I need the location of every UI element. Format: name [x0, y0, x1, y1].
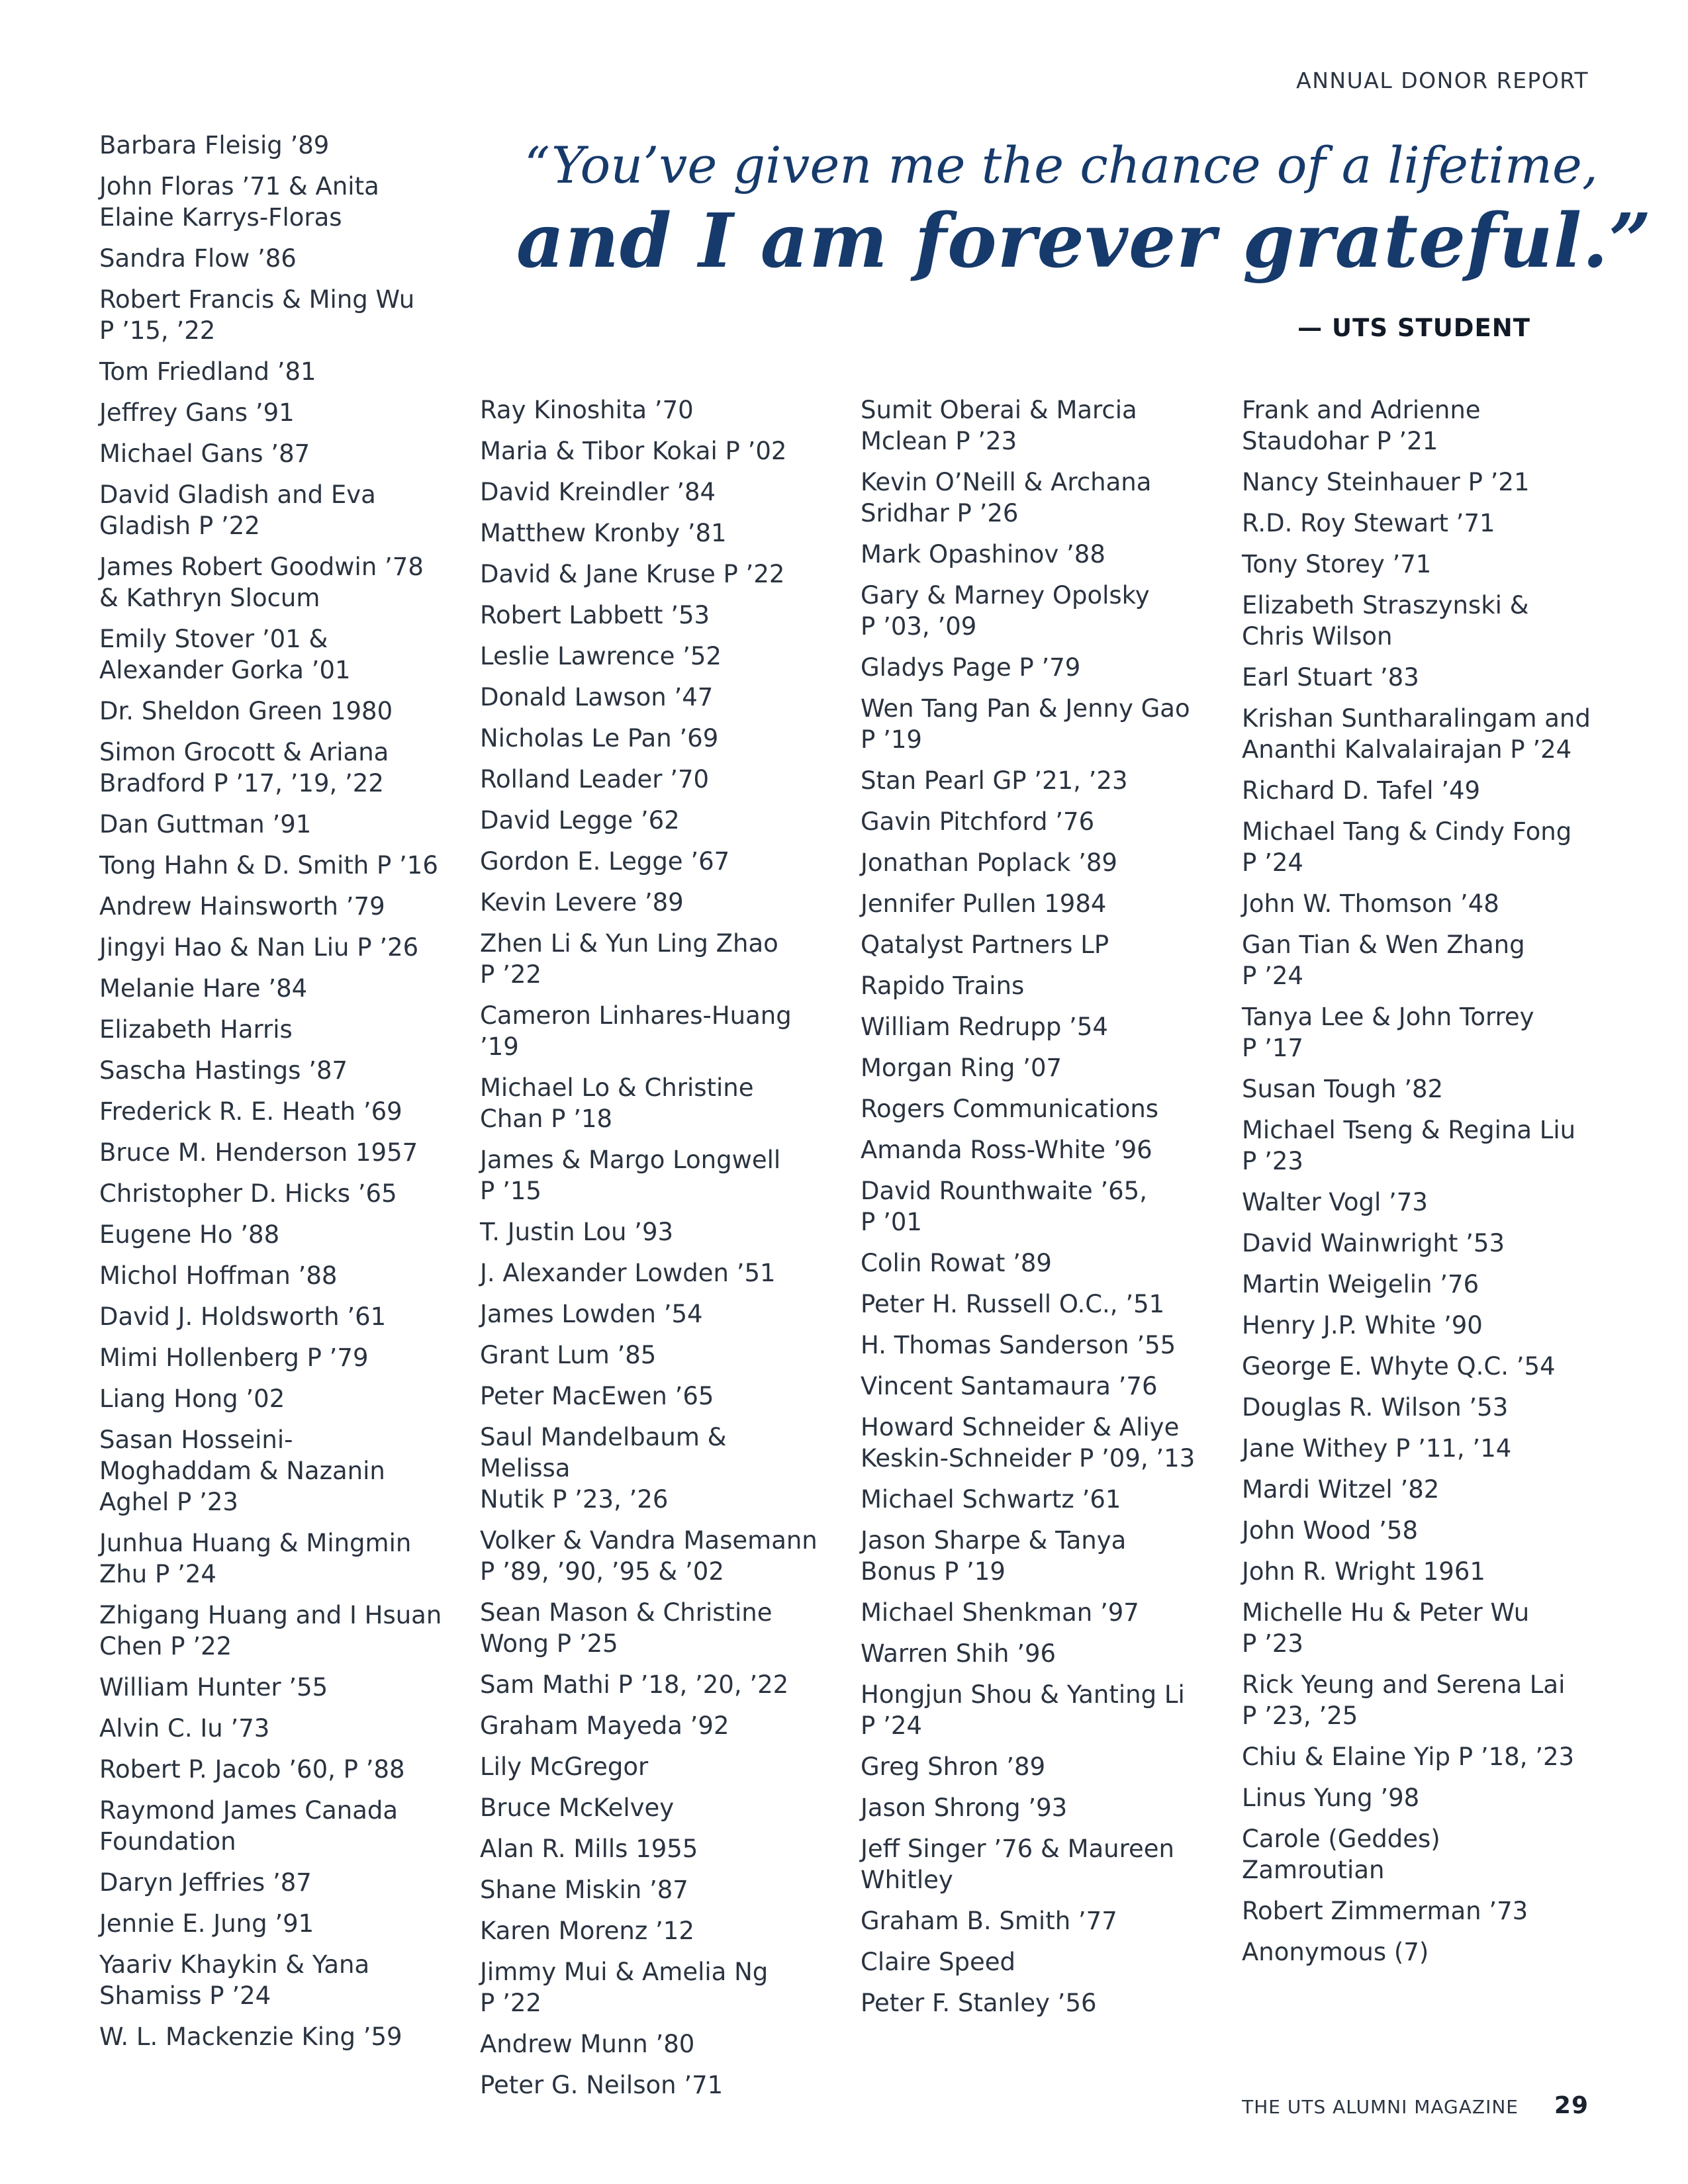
donor-entry: David J. Holdsworth ’61 — [99, 1302, 387, 1331]
donor-entry: Qatalyst Partners LP — [861, 931, 1109, 959]
donor-entry: Elizabeth Straszynski & Chris Wilson — [1242, 591, 1529, 651]
donor-entry: Wen Tang Pan & Jenny Gao P ’19 — [861, 694, 1190, 754]
donor-entry: Jimmy Mui & Amelia Ng P ’22 — [480, 1958, 769, 2017]
donor-entry: William Hunter ’55 — [99, 1673, 328, 1702]
donor-entry: John R. Wright 1961 — [1242, 1557, 1485, 1586]
donor-entry: Zhigang Huang and I Hsuan Chen P ’22 — [99, 1601, 442, 1661]
donor-entry: Krishan Suntharalingam and Ananthi Kalvalairajan P ’24 — [1242, 704, 1591, 764]
donor-entry: Sandra Flow ’86 — [99, 244, 297, 273]
donor-entry: Chiu & Elaine Yip P ’18, ’23 — [1242, 1743, 1575, 1771]
donor-entry: Jennie E. Jung ’91 — [99, 1909, 314, 1938]
donor-entry: Lily McGregor — [480, 1752, 649, 1781]
donor-entry: Michael Schwartz ’61 — [861, 1485, 1121, 1514]
donor-entry: Ray Kinoshita ’70 — [480, 396, 694, 424]
donor-entry: Grant Lum ’85 — [480, 1341, 657, 1369]
donor-entry: Michol Hoffman ’88 — [99, 1261, 338, 1290]
donor-entry: Dr. Sheldon Green 1980 — [99, 697, 393, 725]
donor-entry: Andrew Hainsworth ’79 — [99, 892, 385, 921]
donor-entry: Yaariv Khaykin & Yana Shamiss P ’24 — [99, 1950, 370, 2010]
donor-entry: Earl Stuart ’83 — [1242, 663, 1419, 692]
donor-entry: Gavin Pitchford ’76 — [861, 807, 1095, 836]
donor-entry: Jason Shrong ’93 — [861, 1794, 1068, 1822]
donor-entry: R.D. Roy Stewart ’71 — [1242, 509, 1495, 537]
running-header: ANNUAL DONOR REPORT — [1296, 68, 1589, 93]
donor-entry: W. L. Mackenzie King ’59 — [99, 2023, 402, 2051]
pull-quote — [516, 132, 1652, 285]
donor-column-3 — [861, 394, 1205, 2028]
donor-entry: Michael Lo & Christine Chan P ’18 — [480, 1073, 754, 1133]
donor-entry: Douglas R. Wilson ’53 — [1242, 1393, 1509, 1422]
donor-entry: Emily Stover ’01 & Alexander Gorka ’01 — [99, 625, 351, 684]
donor-entry: Jason Sharpe & Tanya Bonus P ’19 — [861, 1526, 1127, 1586]
donor-entry: David Kreindler ’84 — [480, 478, 716, 506]
donor-entry: Robert Labbett ’53 — [480, 601, 710, 629]
donor-entry: Bruce M. Henderson 1957 — [99, 1138, 418, 1167]
donor-entry: John Wood ’58 — [1242, 1516, 1418, 1545]
donor-entry: John W. Thomson ’48 — [1242, 889, 1499, 918]
pull-quote-line-2: and I am forever grateful.” — [516, 198, 1652, 285]
donor-entry: Claire Speed — [861, 1948, 1015, 1976]
donor-entry: Michael Tseng & Regina Liu P ’23 — [1242, 1116, 1576, 1175]
page-number: 29 — [1554, 2092, 1589, 2119]
donor-entry: Melanie Hare ’84 — [99, 974, 308, 1003]
donor-entry: Gladys Page P ’79 — [861, 653, 1081, 682]
donor-entry: James Lowden ’54 — [480, 1300, 703, 1328]
donor-entry: Linus Yung ’98 — [1242, 1784, 1420, 1812]
donor-entry: Shane Miskin ’87 — [480, 1876, 688, 1904]
donor-entry: David Legge ’62 — [480, 806, 680, 835]
donor-entry: Bruce McKelvey — [480, 1794, 675, 1822]
donor-column-4 — [1242, 394, 1599, 1978]
donor-entry: Graham Mayeda ’92 — [480, 1711, 729, 1740]
donor-entry: Leslie Lawrence ’52 — [480, 642, 722, 670]
donor-entry: Robert Francis & Ming Wu P ’15, ’22 — [99, 285, 415, 345]
donor-entry: Frank and Adrienne Staudohar P ’21 — [1242, 396, 1481, 455]
donor-entry: David & Jane Kruse P ’22 — [480, 560, 785, 588]
donor-entry: Matthew Kronby ’81 — [480, 519, 727, 547]
donor-entry: David Rounthwaite ’65, P ’01 — [861, 1177, 1147, 1236]
donor-entry: Jeff Singer ’76 & Maureen Whitley — [861, 1835, 1175, 1894]
donor-entry: Elizabeth Harris — [99, 1015, 293, 1044]
donor-entry: Alan R. Mills 1955 — [480, 1835, 698, 1863]
donor-entry: Carole (Geddes) Zamroutian — [1242, 1825, 1440, 1884]
donor-entry: Gary & Marney Opolsky P ’03, ’09 — [861, 581, 1150, 641]
donor-entry: Graham B. Smith ’77 — [861, 1907, 1117, 1935]
donor-entry: David Gladish and Eva Gladish P ’22 — [99, 480, 376, 540]
donor-entry: Jeffrey Gans ’91 — [99, 398, 295, 427]
donor-entry: Robert Zimmerman ’73 — [1242, 1897, 1528, 1925]
donor-entry: Dan Guttman ’91 — [99, 810, 312, 839]
donor-entry: Karen Morenz ’12 — [480, 1917, 694, 1945]
donor-entry: Martin Weigelin ’76 — [1242, 1270, 1479, 1298]
donor-entry: Hongjun Shou & Yanting Li P ’24 — [861, 1680, 1185, 1740]
donor-entry: Barbara Fleisig ’89 — [99, 131, 330, 159]
donor-entry: Donald Lawson ’47 — [480, 683, 714, 711]
donor-entry: Cameron Linhares-Huang ’19 — [480, 1001, 792, 1061]
donor-entry: Warren Shih ’96 — [861, 1639, 1056, 1668]
donor-entry: Tom Friedland ’81 — [99, 357, 316, 386]
donor-entry: Simon Grocott & Ariana Bradford P ’17, ’19, ’22 — [99, 738, 389, 797]
donor-entry: Rick Yeung and Serena Lai P ’23, ’25 — [1242, 1670, 1566, 1730]
donor-entry: Jennifer Pullen 1984 — [861, 889, 1107, 918]
magazine-name: THE UTS ALUMNI MAGAZINE — [1242, 2096, 1519, 2118]
donor-entry: Susan Tough ’82 — [1242, 1075, 1444, 1103]
donor-entry: Colin Rowat ’89 — [861, 1249, 1052, 1277]
donor-entry: Maria & Tibor Kokai P ’02 — [480, 437, 787, 465]
donor-entry: Peter G. Neilson ’71 — [480, 2071, 724, 2099]
donor-entry: Tony Storey ’71 — [1242, 550, 1432, 578]
donor-entry: Jonathan Poplack ’89 — [861, 848, 1117, 877]
donor-entry: Morgan Ring ’07 — [861, 1054, 1062, 1082]
donor-entry: Gan Tian & Wen Zhang P ’24 — [1242, 931, 1525, 990]
donor-entry: Greg Shron ’89 — [861, 1752, 1046, 1781]
donor-entry: Rapido Trains — [861, 972, 1025, 1000]
donor-entry: Gordon E. Legge ’67 — [480, 847, 730, 876]
donor-entry: Christopher D. Hicks ’65 — [99, 1179, 397, 1208]
donor-entry: Richard D. Tafel ’49 — [1242, 776, 1481, 805]
donor-entry: Peter F. Stanley ’56 — [861, 1989, 1097, 2017]
donor-entry: Michael Gans ’87 — [99, 439, 310, 468]
donor-entry: James Robert Goodwin ’78 & Kathryn Slocum — [99, 553, 424, 612]
donor-entry: Sam Mathi P ’18, ’20, ’22 — [480, 1670, 789, 1699]
donor-entry: Kevin Levere ’89 — [480, 888, 684, 917]
donor-entry: Frederick R. E. Heath ’69 — [99, 1097, 402, 1126]
donor-entry: Tong Hahn & D. Smith P ’16 — [99, 851, 438, 880]
donor-entry: Robert P. Jacob ’60, P ’88 — [99, 1755, 405, 1784]
donor-entry: Saul Mandelbaum & Melissa Nutik P ’23, ’26 — [480, 1423, 727, 1514]
donor-entry: Howard Schneider & Aliye Keskin-Schneider P ’09, ’13 — [861, 1413, 1196, 1473]
donor-entry: Mardi Witzel ’82 — [1242, 1475, 1440, 1504]
donor-entry: Michelle Hu & Peter Wu P ’23 — [1242, 1598, 1530, 1658]
quote-attribution: — UTS STUDENT — [1297, 314, 1530, 342]
donor-entry: Peter MacEwen ’65 — [480, 1382, 714, 1410]
donor-entry: Amanda Ross-White ’96 — [861, 1136, 1152, 1164]
donor-entry: Sean Mason & Christine Wong P ’25 — [480, 1598, 773, 1658]
donor-entry: Jingyi Hao & Nan Liu P ’26 — [99, 933, 419, 962]
donor-entry: T. Justin Lou ’93 — [480, 1218, 674, 1246]
donor-entry: James & Margo Longwell P ’15 — [480, 1146, 781, 1205]
donor-entry: Kevin O’Neill & Archana Sridhar P ’26 — [861, 468, 1152, 527]
donor-entry: Nancy Steinhauer P ’21 — [1242, 468, 1530, 496]
donor-entry: Junhua Huang & Mingmin Zhu P ’24 — [99, 1529, 412, 1588]
donor-entry: Walter Vogl ’73 — [1242, 1188, 1428, 1216]
donor-entry: Liang Hong ’02 — [99, 1385, 285, 1413]
donor-column-1 — [99, 130, 444, 2062]
donor-entry: Rolland Leader ’70 — [480, 765, 710, 794]
donor-entry: Sascha Hastings ’87 — [99, 1056, 348, 1085]
donor-entry: J. Alexander Lowden ’51 — [480, 1259, 776, 1287]
donor-column-2 — [480, 394, 824, 2111]
pull-quote-line-1: “You’ve given me the chance of a lifetime, — [524, 136, 1599, 195]
donor-entry: H. Thomas Sanderson ’55 — [861, 1331, 1176, 1359]
donor-entry: Nicholas Le Pan ’69 — [480, 724, 719, 752]
donor-entry: Henry J.P. White ’90 — [1242, 1311, 1483, 1340]
donor-entry: Mimi Hollenberg P ’79 — [99, 1343, 369, 1372]
donor-entry: Raymond James Canada Foundation — [99, 1796, 399, 1856]
donor-entry: Alvin C. Iu ’73 — [99, 1714, 270, 1743]
donor-entry: Vincent Santamaura ’76 — [861, 1372, 1158, 1400]
donor-entry: Jane Withey P ’11, ’14 — [1242, 1434, 1512, 1463]
donor-entry: Stan Pearl GP ’21, ’23 — [861, 766, 1128, 795]
donor-entry: Volker & Vandra Masemann P ’89, ’90, ’95 & ’02 — [480, 1526, 818, 1586]
donor-entry: Tanya Lee & John Torrey P ’17 — [1242, 1003, 1534, 1062]
donor-entry: John Floras ’71 & Anita Elaine Karrys-Floras — [99, 172, 379, 232]
donor-entry: Andrew Munn ’80 — [480, 2030, 695, 2058]
donor-entry: William Redrupp ’54 — [861, 1013, 1108, 1041]
page-footer — [1242, 2092, 1589, 2119]
donor-entry: Mark Opashinov ’88 — [861, 540, 1105, 569]
donor-entry: Daryn Jeffries ’87 — [99, 1868, 312, 1897]
donor-entry: Michael Tang & Cindy Fong P ’24 — [1242, 817, 1572, 877]
donor-entry: Peter H. Russell O.C., ’51 — [861, 1290, 1165, 1318]
donor-entry: Eugene Ho ’88 — [99, 1220, 280, 1249]
donor-entry: Zhen Li & Yun Ling Zhao P ’22 — [480, 929, 778, 989]
donor-entry: Rogers Communications — [861, 1095, 1159, 1123]
donor-entry: Michael Shenkman ’97 — [861, 1598, 1139, 1627]
donor-entry: George E. Whyte Q.C. ’54 — [1242, 1352, 1556, 1381]
donor-entry: Anonymous (7) — [1242, 1938, 1429, 1966]
donor-entry: Sumit Oberai & Marcia Mclean P ’23 — [861, 396, 1137, 455]
donor-entry: David Wainwright ’53 — [1242, 1229, 1505, 1257]
donor-entry: Sasan Hosseini- Moghaddam & Nazanin Aghel P ’23 — [99, 1426, 385, 1516]
